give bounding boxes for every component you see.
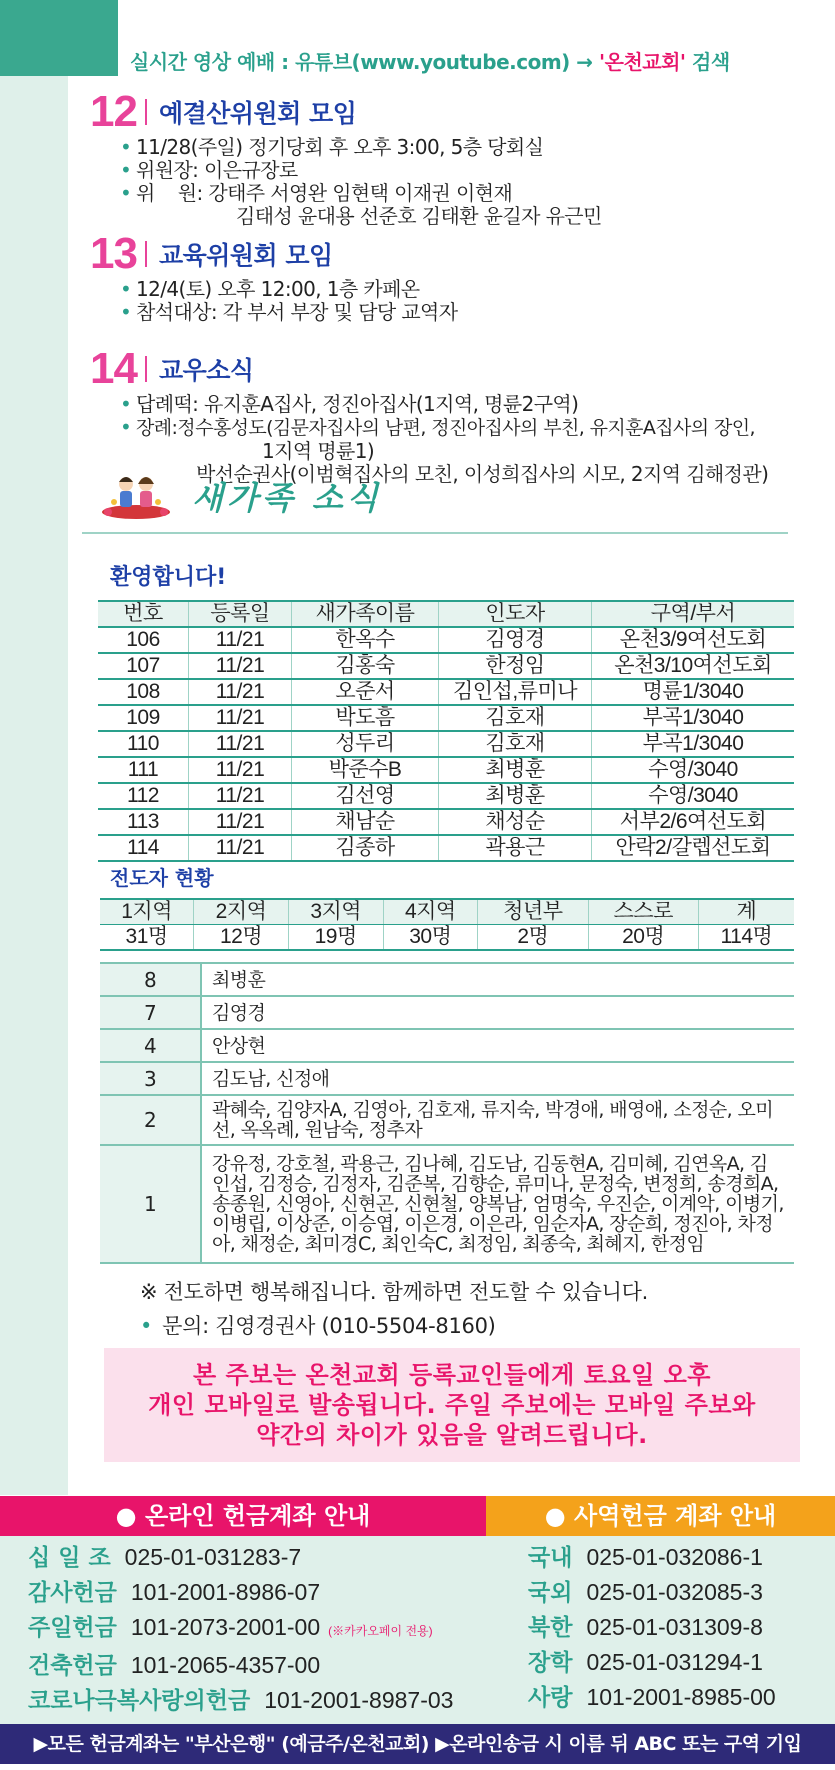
- rank-names: 강유정, 강호철, 곽용근, 김나혜, 김도남, 김동현A, 김미혜, 김연옥A, 김인섭, 김정승, 김정자, 김준복, 김향순, 류미나, 문정숙, 변정희, 송경희A, 송종원, 신영아, 신현곤, 신현철, 양복남, 엄명숙, 우진순, 이계악, 이병기, 이병립, 이상준, 이승엽, 이은경, 이은라, 임순자A, 장순희, 정진아, 차정아, 채정순, 최미경C, 최인숙C, 최정임, 최종숙, 최혜지, 한정임: [201, 1145, 794, 1263]
- table-cell: 11/21: [189, 731, 292, 757]
- list-item: • 위원장: 이은규장로: [90, 159, 602, 182]
- table-row: [98, 705, 794, 731]
- table-cell: 114명: [698, 925, 794, 951]
- rank-count: 8: [100, 963, 201, 996]
- table-cell: 부곡1/3040: [642, 706, 744, 729]
- section-14: [90, 345, 768, 486]
- table-cell: 31명: [100, 925, 194, 951]
- rank-names: 김영경: [201, 996, 794, 1029]
- section-12: [90, 88, 602, 228]
- table-cell: 11/21: [189, 783, 292, 809]
- table-cell: 김영경: [439, 627, 592, 653]
- rank-count: 7: [100, 996, 201, 1029]
- section-title: 예결산위원회 모임: [158, 99, 357, 128]
- table-row: [100, 1145, 794, 1263]
- bank-info-bar: ▶모든 헌금계좌는 "부산은행" (예금주/온천교회) ▶온라인송금 시 이름 뒤 ABC 또는 구역 기입: [0, 1724, 835, 1764]
- table-cell: 김홍숙: [292, 653, 439, 679]
- account-row: [528, 1575, 776, 1610]
- new-family-table: [98, 600, 794, 862]
- table-cell: 수영/3040: [648, 784, 738, 807]
- live-banner-text: 실시간 영상 예배 : 유튜브(www.youtube.com) →: [130, 50, 599, 74]
- mobile-bulletin-notice: [104, 1348, 800, 1462]
- account-label: 국내: [528, 1545, 573, 1571]
- notice-line: 약간의 차이가 있음을 알려드립니다.: [256, 1421, 648, 1449]
- rank-count: 3: [100, 1062, 201, 1095]
- table-cell: 오준서: [292, 679, 439, 705]
- list-item: • 답례떡: 유지훈A집사, 정진아집사(1지역, 명륜2구역): [90, 393, 768, 416]
- account-row: [28, 1575, 453, 1610]
- list-item: • 12/4(토) 오후 12:00, 1층 카페온: [90, 278, 457, 301]
- table-row: [100, 1095, 794, 1145]
- table-cell: 11/21: [189, 809, 292, 835]
- live-stream-banner: [130, 46, 730, 75]
- list-item: • 위 원: 강태주 서영완 임현택 이재권 이현재: [90, 182, 602, 205]
- divider-line: [82, 532, 788, 534]
- table-cell: 채성순: [439, 809, 592, 835]
- table-cell: 11/21: [189, 653, 292, 679]
- table-cell: 최병훈: [439, 757, 592, 783]
- table-row: [98, 679, 794, 705]
- section-divider: [145, 99, 147, 125]
- table-cell: 김종하: [292, 835, 439, 861]
- table-header-row: [98, 601, 794, 627]
- section-divider: [145, 356, 147, 382]
- column-header: 구역/부서: [592, 601, 795, 627]
- account-number: 101-2073-2001-00: [130, 1614, 321, 1640]
- account-note: (※카카오페이 전용): [328, 1624, 433, 1638]
- table-cell: 11/21: [189, 757, 292, 783]
- table-row: [100, 1029, 794, 1062]
- list-item-continued: 김태성 윤대용 선준호 김태환 윤길자 유근민: [236, 204, 602, 228]
- table-row: [100, 925, 794, 951]
- rank-names: 곽혜숙, 김양자A, 김영아, 김호재, 류지숙, 박경애, 배영애, 소정순, 오미선, 옥옥례, 원남숙, 정추자: [201, 1095, 794, 1145]
- table-cell: 채남순: [292, 809, 439, 835]
- column-header: 스스로: [588, 899, 698, 925]
- evangelism-contact: [140, 1310, 496, 1340]
- rank-count: 2: [100, 1095, 201, 1145]
- account-row: [528, 1680, 776, 1715]
- table-cell: 한정임: [439, 653, 592, 679]
- account-number: 025-01-032086-1: [586, 1544, 763, 1570]
- list-item: • 장례:정수홍성도(김문자집사의 남편, 정진아집사의 부친, 유지훈A집사의 장인,: [90, 416, 768, 440]
- table-cell: 온천3/9여선도회: [619, 628, 767, 651]
- account-label: 감사헌금: [28, 1580, 117, 1606]
- account-number: 101-2001-8987-03: [264, 1687, 454, 1713]
- new-family-title: 새가족 소식: [192, 479, 382, 517]
- account-label: 십 일 조: [28, 1545, 111, 1571]
- table-cell: 2명: [478, 925, 588, 951]
- account-number: 025-01-031294-1: [586, 1649, 763, 1675]
- column-header: 2지역: [194, 899, 289, 925]
- contact-text: 문의: 김영경권사 (010-5504-8160): [162, 1314, 496, 1338]
- table-cell: 108: [98, 679, 189, 705]
- table-cell: 곽용근: [439, 835, 592, 861]
- table-cell: 11/21: [189, 679, 292, 705]
- table-cell: 박도흠: [292, 705, 439, 731]
- account-row: [528, 1645, 776, 1680]
- section-number: 12: [90, 87, 137, 136]
- rank-names: 안상현: [201, 1029, 794, 1062]
- table-cell: 성두리: [292, 731, 439, 757]
- table-cell: 김호재: [439, 705, 592, 731]
- table-cell: 110: [98, 731, 189, 757]
- rank-names: 김도남, 신정애: [201, 1062, 794, 1095]
- mission-offering-title: ● 사역헌금 계좌 안내: [486, 1496, 835, 1536]
- table-row: [98, 757, 794, 783]
- table-row: [98, 731, 794, 757]
- rank-names: 최병훈: [201, 963, 794, 996]
- account-number: 025-01-032085-3: [586, 1579, 763, 1605]
- online-accounts-list: [28, 1540, 453, 1718]
- rank-count: 1: [100, 1145, 201, 1263]
- section-title: 교육위원회 모임: [158, 241, 333, 270]
- notice-line: 개인 모바일로 발송됩니다. 주일 주보에는 모바일 주보와: [148, 1391, 756, 1419]
- table-row: [100, 1062, 794, 1095]
- evangelist-rank-table: [100, 962, 794, 1264]
- table-cell: 온천3/10여선도회: [614, 654, 772, 677]
- column-header: 1지역: [100, 899, 194, 925]
- new-family-header: [100, 472, 382, 520]
- account-number: 025-01-031309-8: [586, 1614, 763, 1640]
- live-banner-suffix: 검색: [685, 50, 730, 74]
- table-cell: 김호재: [439, 731, 592, 757]
- table-cell: 30명: [383, 925, 478, 951]
- evangelism-note: ※ 전도하면 행복해집니다. 함께하면 전도할 수 있습니다.: [140, 1280, 648, 1304]
- list-item: • 참석대상: 각 부서 부장 및 담당 교역자: [90, 301, 457, 324]
- table-cell: 19명: [288, 925, 383, 951]
- account-row: [528, 1610, 776, 1645]
- column-header: 3지역: [288, 899, 383, 925]
- table-cell: 11/21: [189, 835, 292, 861]
- table-cell: 김인섭,류미나: [439, 679, 592, 705]
- table-cell: 113: [98, 809, 189, 835]
- table-cell: 안락2/갈렙선도회: [615, 836, 771, 859]
- table-cell: 109: [98, 705, 189, 731]
- account-label: 북한: [528, 1615, 573, 1641]
- notice-line: 본 주보는 온천교회 등록교인들에게 토요일 오후: [193, 1361, 711, 1389]
- mission-accounts-list: [528, 1540, 776, 1715]
- table-cell: 명륜1/3040: [642, 680, 744, 703]
- section-number: 14: [90, 344, 137, 393]
- column-header: 청년부: [478, 899, 588, 925]
- account-number: 025-01-031283-7: [124, 1544, 302, 1570]
- table-cell: 111: [98, 757, 189, 783]
- table-header-row: [100, 899, 794, 925]
- evangelism-title: 전도자 현황: [110, 866, 214, 890]
- left-decor-strip: [0, 0, 68, 1495]
- column-header: 등록일: [189, 601, 292, 627]
- account-label: 코로나극복사랑의헌금: [28, 1688, 251, 1714]
- section-number: 13: [90, 229, 137, 278]
- account-label: 주일헌금: [28, 1615, 117, 1641]
- evangelism-summary-table: [100, 898, 794, 951]
- table-row: [98, 627, 794, 653]
- table-row: [100, 963, 794, 996]
- column-header: 번호: [98, 601, 189, 627]
- table-row: [100, 996, 794, 1029]
- column-header: 새가족이름: [292, 601, 439, 627]
- rank-count: 4: [100, 1029, 201, 1062]
- account-number: 101-2001-8986-07: [130, 1579, 321, 1605]
- table-row: [98, 809, 794, 835]
- table-cell: 112: [98, 783, 189, 809]
- table-cell: 106: [98, 627, 189, 653]
- section-divider: [145, 241, 147, 267]
- account-row: [28, 1610, 453, 1648]
- account-row: [28, 1648, 453, 1683]
- live-banner-highlight: '온천교회': [599, 50, 686, 74]
- account-row: [528, 1540, 776, 1575]
- column-header: 인도자: [439, 601, 592, 627]
- table-cell: 김선영: [292, 783, 439, 809]
- table-row: [98, 653, 794, 679]
- list-item-continued: 박선순권사(이범혁집사의 모친, 이성희집사의 시모, 2지역 김해정관): [196, 462, 769, 486]
- table-cell: 11/21: [189, 705, 292, 731]
- corner-decor-block: [0, 0, 118, 76]
- table-cell: 서부2/6여선도회: [619, 810, 767, 833]
- column-header: 4지역: [383, 899, 478, 925]
- table-cell: 수영/3040: [648, 758, 738, 781]
- column-header: 계: [698, 899, 794, 925]
- table-cell: 최병훈: [439, 783, 592, 809]
- section-title: 교우소식: [158, 356, 254, 385]
- online-offering-title: ● 온라인 헌금계좌 안내: [0, 1496, 486, 1536]
- table-cell: 한옥수: [292, 627, 439, 653]
- account-row: [28, 1540, 453, 1575]
- account-number: 101-2001-8985-00: [586, 1684, 776, 1710]
- table-cell: 107: [98, 653, 189, 679]
- bullet-dot: •: [140, 1314, 153, 1338]
- account-label: 건축헌금: [28, 1653, 117, 1679]
- table-cell: 12명: [194, 925, 289, 951]
- table-cell: 11/21: [189, 627, 292, 653]
- account-label: 사랑: [528, 1685, 573, 1711]
- account-number: 101-2065-4357-00: [130, 1652, 321, 1678]
- account-row: [28, 1683, 453, 1718]
- table-cell: 20명: [588, 925, 698, 951]
- account-label: 국외: [528, 1580, 573, 1606]
- list-item: • 11/28(주일) 정기당회 후 오후 3:00, 5층 당회실: [90, 136, 602, 159]
- account-label: 장학: [528, 1650, 573, 1676]
- table-row: [98, 783, 794, 809]
- table-cell: 114: [98, 835, 189, 861]
- family-couple-icon: [100, 472, 172, 520]
- welcome-heading: 환영합니다!: [110, 565, 227, 590]
- table-cell: 부곡1/3040: [642, 732, 744, 755]
- section-13: [90, 230, 457, 324]
- table-cell: 박준수B: [292, 757, 439, 783]
- table-row: [98, 835, 794, 861]
- list-item-continued: 1지역 명륜1): [262, 439, 375, 463]
